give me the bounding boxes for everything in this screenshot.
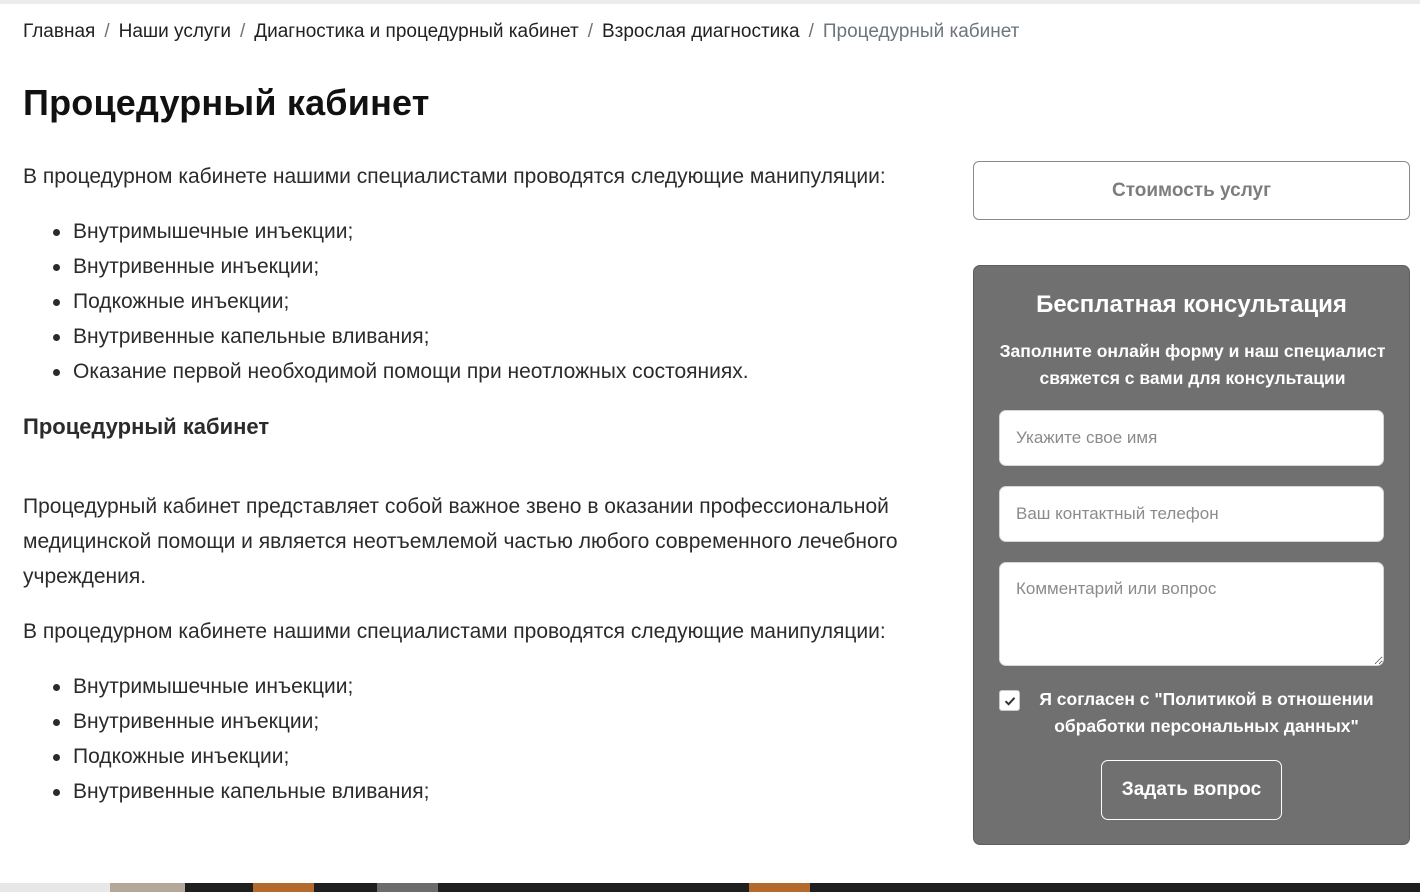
list-item: Подкожные инъекции; (23, 739, 943, 774)
breadcrumb-services[interactable]: Наши услуги (118, 21, 231, 42)
footer-strip (0, 883, 1420, 892)
submit-question-button[interactable]: Задать вопрос (1101, 760, 1282, 820)
intro-paragraph: В процедурном кабинете нашими специалистами проводятся следующие манипуляции: (23, 165, 886, 188)
footer-image-fragment (110, 883, 185, 892)
footer-accent-block (377, 883, 438, 892)
breadcrumb-separator: / (104, 21, 110, 42)
breadcrumb (23, 21, 1019, 43)
intro-paragraph: В процедурном кабинете нашими специалистами проводятся следующие манипуляции: (23, 620, 886, 643)
top-strip (0, 0, 1420, 4)
procedures-list (23, 669, 943, 809)
breadcrumb-diagnostics[interactable]: Диагностика и процедурный кабинет (254, 21, 579, 42)
page-title: Процедурный кабинет (23, 82, 430, 123)
comment-textarea[interactable] (999, 562, 1384, 666)
consultation-subtitle: Заполните онлайн форму и наш специалист свяжется с вами для консультации (999, 341, 1386, 388)
breadcrumb-separator: / (239, 21, 246, 42)
list-item: Внутривенные капельные вливания; (23, 319, 943, 354)
list-item: Внутримышечные инъекции; (23, 669, 943, 704)
description-paragraph: Процедурный кабинет представляет собой важное звено в оказании профессиональной медицинской помощи и является неотъемлемой частью любого современного лечебного учреждения. (23, 495, 898, 588)
consultation-form (973, 265, 1410, 845)
phone-input[interactable] (999, 486, 1384, 542)
list-item: Внутримышечные инъекции; (23, 214, 943, 249)
name-input[interactable] (999, 410, 1384, 466)
footer-image-fragment (0, 883, 110, 892)
consent-label[interactable]: Я согласен с "Политикой в отношении обработки персональных данных" (1039, 689, 1374, 736)
price-list-button[interactable]: Стоимость услуг (973, 161, 1410, 220)
breadcrumb-separator: / (587, 21, 593, 42)
consent-checkbox[interactable] (999, 690, 1020, 711)
consultation-title: Бесплатная консультация (1036, 291, 1347, 318)
footer-accent-block (749, 883, 810, 892)
list-item: Подкожные инъекции; (23, 284, 943, 319)
list-item: Внутривенные инъекции; (23, 704, 943, 739)
breadcrumb-adult-diagnostics[interactable]: Взрослая диагностика (601, 21, 800, 42)
footer-accent-block (253, 883, 314, 892)
list-item: Внутривенные капельные вливания; (23, 774, 943, 809)
breadcrumb-current: Процедурный кабинет (822, 21, 1020, 42)
checkmark-icon (1003, 694, 1017, 708)
list-item: Оказание первой необходимой помощи при неотложных состояниях. (23, 354, 943, 389)
breadcrumb-home[interactable]: Главная (23, 21, 96, 42)
list-item: Внутривенные инъекции; (23, 249, 943, 284)
breadcrumb-separator: / (808, 21, 814, 42)
procedures-list (23, 214, 943, 389)
main-content (23, 159, 943, 829)
section-subheading: Процедурный кабинет (23, 414, 270, 439)
